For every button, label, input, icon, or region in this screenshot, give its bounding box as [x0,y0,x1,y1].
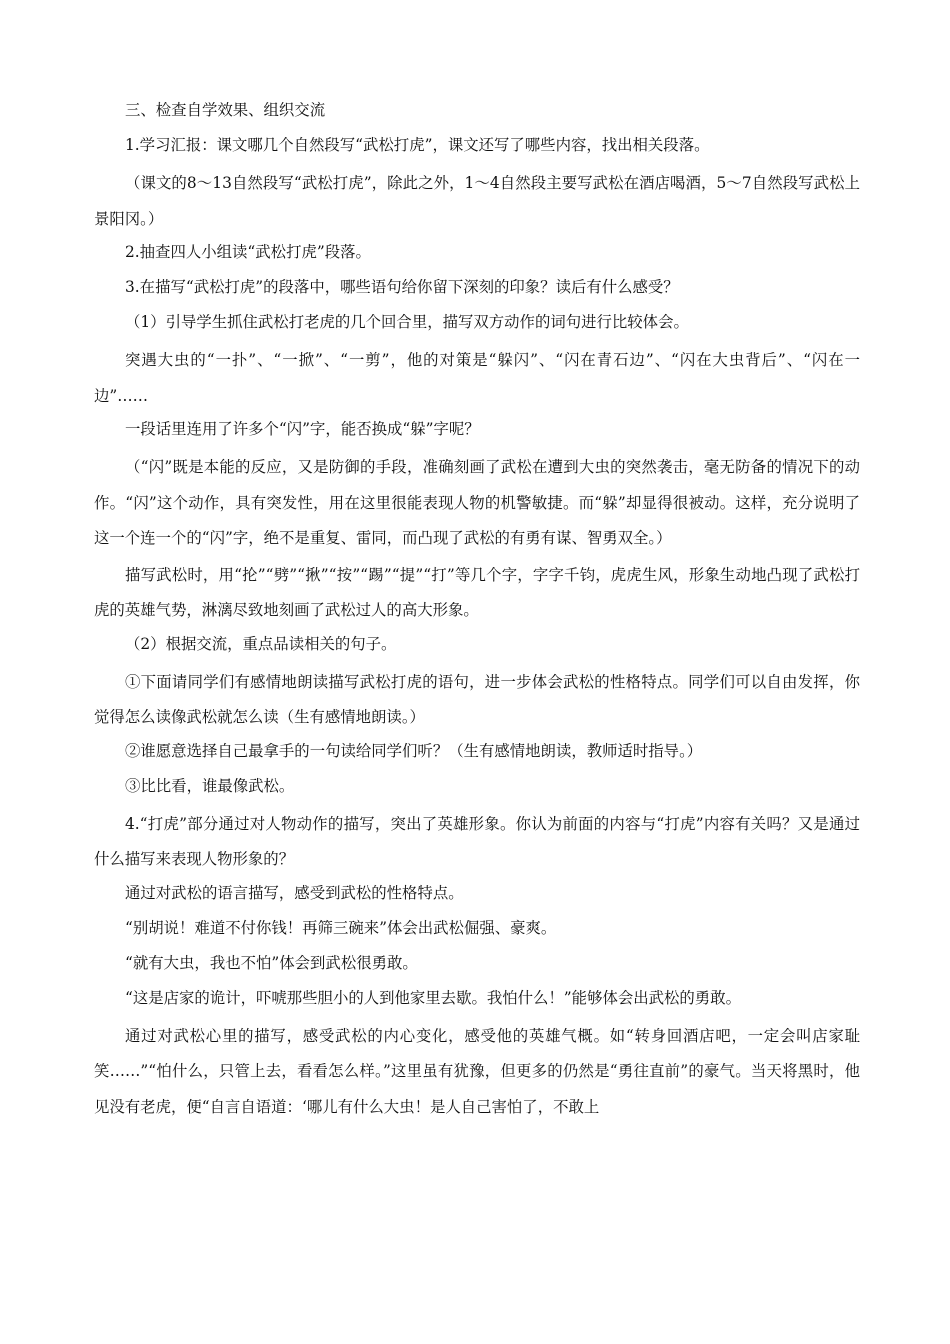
paragraph: ②谁愿意选择自己最拿手的一句读给同学们听？（生有感情地朗读，教师适时指导。） [125,741,703,760]
paragraph: 描写武松时，用“抡”“劈”“揪”“按”“踢”“提”“打”等几个字，字字千钧，虎虎生风，形象生动地凸现了武松打虎的英雄气势，淋漓尽致地刻画了武松过人的高大形象。 [94,565,860,619]
paragraph: （“闪”既是本能的反应，又是防御的手段，准确刻画了武松在遭到大虫的突然袭击，毫无防备的情况下的动作。“闪”这个动作，具有突发性，用在这里很能表现人物的机警敏捷。而“躲”却显得很被动。这样，充分说明了这一个连一个的“闪”字，绝不是重复、雷同，而凸现了武松的有勇有谋、智勇双全。） [94,458,860,547]
paragraph: “这是店家的诡计，吓唬那些胆小的人到他家里去歇。我怕什么！”能够体会出武松的勇敢。 [125,988,741,1007]
paragraph: 通过对武松心里的描写，感受武松的内心变化，感受他的英雄气概。如“转身回酒店吧，一定会叫店家耻笑……”“怕什么，只管上去，看看怎么样。”这里虽有犹豫，但更多的仍然是“勇往直前”的豪气。当天将黑时，他见没有老虎，便“自言自语道：‘哪儿有什么大虫！是人自己害怕了，不敢上 [94,1026,860,1116]
document-page [94,96,860,1126]
paragraph: ③比比看，谁最像武松。 [125,776,295,795]
paragraph: 2.抽查四人小组读“武松打虎”段落。 [125,243,371,261]
paragraph: 4.“打虎”部分通过对人物动作的描写，突出了英雄形象。你认为前面的内容与“打虎”内容有关吗？又是通过什么描写来表现人物形象的？ [94,814,860,868]
section-heading: 三、检查自学效果、组织交流 [125,101,326,119]
paragraph: “就有大虫，我也不怕”体会到武松很勇敢。 [125,953,418,972]
paragraph: （1）引导学生抓住武松打老虎的几个回合里，描写双方动作的词句进行比较体会。 [125,313,689,331]
paragraph: 一段话里连用了许多个“闪”字，能否换成“躲”字呢？ [125,420,480,438]
paragraph: “别胡说！难道不付你钱！再筛三碗来”体会出武松倔强、豪爽。 [125,918,557,937]
paragraph: 突遇大虫的“一扑”、“一掀”、“一剪”，他的对策是“躲闪”、“闪在青石边”、“闪在大虫背后”、“闪在一边”…… [94,351,860,405]
paragraph: （课文的8～13自然段写“武松打虎”，除此之外，1～4自然段主要写武松在酒店喝酒，5～7自然段写武松上景阳冈。） [94,174,860,228]
paragraph: ①下面请同学们有感情地朗读描写武松打虎的语句，进一步体会武松的性格特点。同学们可以自由发挥，你觉得怎么读像武松就怎么读（生有感情地朗读。） [94,672,860,726]
paragraph: 通过对武松的语言描写，感受到武松的性格特点。 [125,883,464,902]
paragraph: 1.学习汇报：课文哪几个自然段写“武松打虎”，课文还写了哪些内容，找出相关段落。 [125,136,710,154]
paragraph: 3.在描写“武松打虎”的段落中，哪些语句给你留下深刻的印象？读后有什么感受？ [125,278,679,296]
paragraph: （2）根据交流，重点品读相关的句子。 [125,634,397,653]
